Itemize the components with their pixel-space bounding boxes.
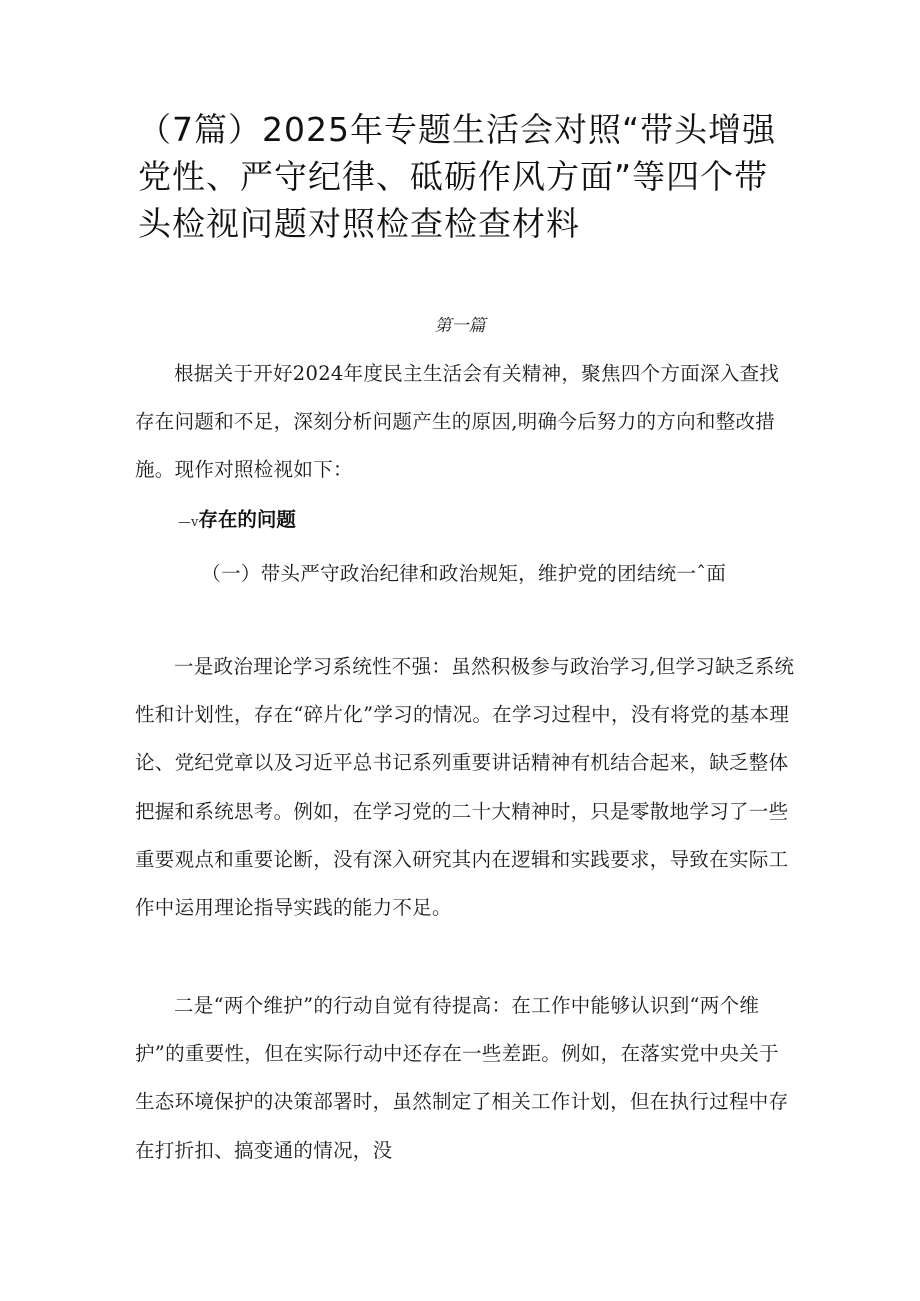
- body-paragraph: 一是政治理论学习系统性不强：虽然积极参与政治学习,但学习缺乏系统性和计划性，存在“碎片化”学习的情况。在学习过程中，没有将党的基本理论、党纪党章以及习近平总书记系列重要讲话精神有机结合起来，缺乏整体把握和系统思考。例如，在学习党的二十大精神时，只是零散地学习了一些重要观点和重要论断，没有深入研究其内在逻辑和实践要求，导致在实际工作中运用理论指导实践的能力不足。: [135, 655, 795, 920]
- section-title: 第一篇: [434, 316, 486, 336]
- document-title: （7篇）2025年专题生活会对照“带头增强党性、严守纪律、砥砺作风方面”等四个带头检视问题对照检查检查材料: [138, 110, 777, 243]
- heading-prefix: —v: [178, 515, 199, 530]
- subheading-one: （一）带头严守政治纪律和政治规矩，维护党的团结统一ˆ面: [201, 562, 727, 585]
- intro-paragraph: 根据关于开好2024年度民主生活会有关精神，聚焦四个方面深入查找存在问题和不足，深刻分析问题产生的原因,明确今后努力的方向和整改措施。现作对照检视如下：: [135, 362, 780, 482]
- body-paragraph: 二是“两个维护”的行动自觉有待提高：在工作中能够认识到“两个维护”的重要性，但在实际行动中还存在一些差距。例如，在落实党中央关于生态环境保护的决策部署时，虽然制定了相关工作计划，但在执行过程中存在打折扣、搞变通的情况，没: [135, 994, 789, 1162]
- heading-problems: [178, 504, 296, 539]
- heading-text: 存在的问题: [198, 508, 296, 531]
